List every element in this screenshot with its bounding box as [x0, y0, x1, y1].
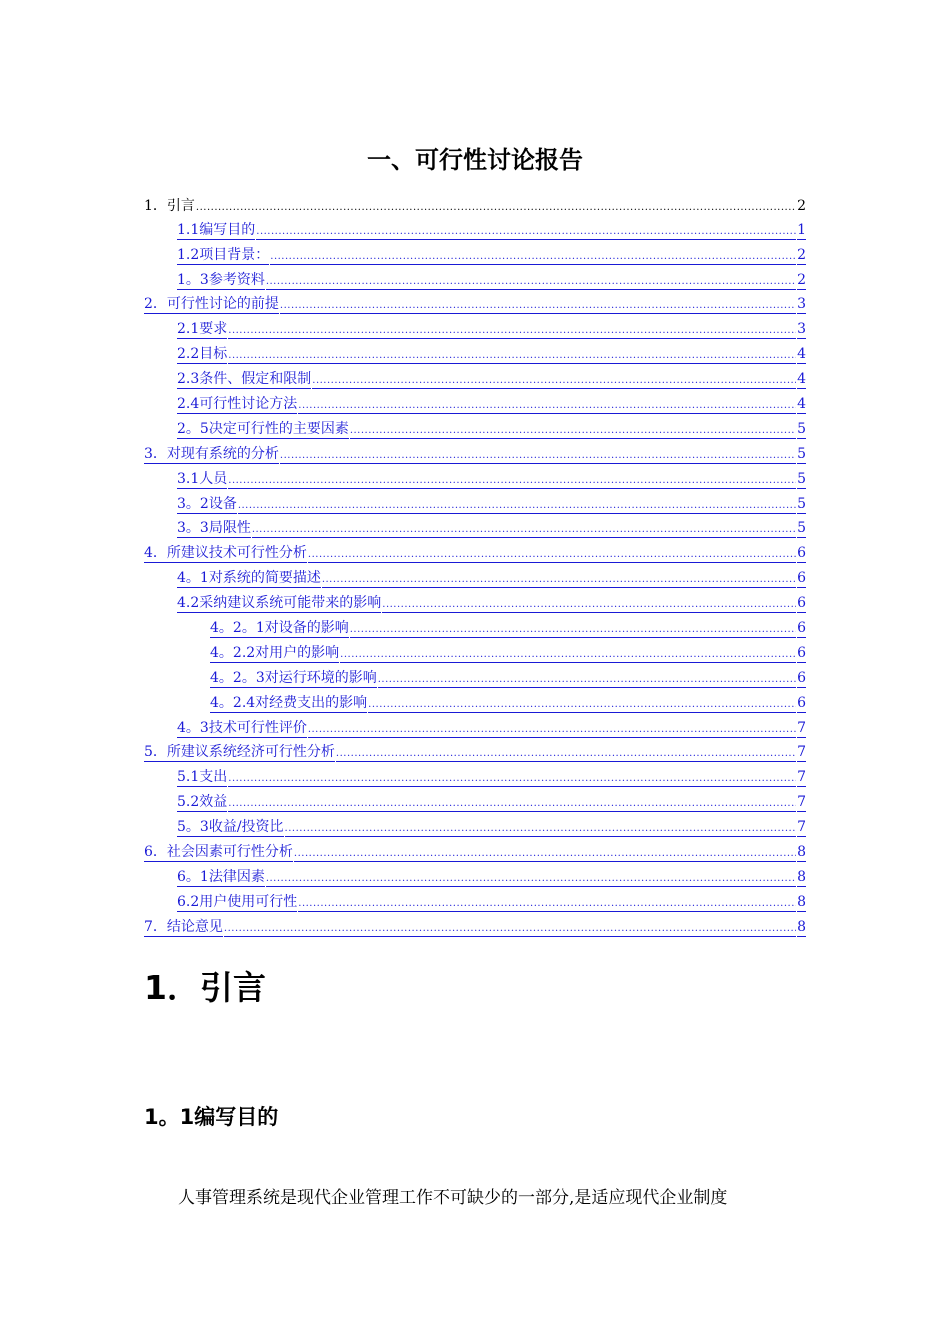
toc-entry-page-number: 2: [797, 271, 806, 288]
toc-entry-title: 5.1支出: [177, 769, 228, 786]
toc-entry-page-number: 7: [797, 769, 806, 786]
toc-entry[interactable]: [144, 389, 806, 414]
toc-entry-page-number: 2: [797, 246, 806, 263]
toc-entry-title: 4。2。1对设备的影响: [210, 620, 349, 637]
toc-dot-leader: [228, 797, 796, 812]
toc-entry-page-number: 6: [797, 669, 806, 686]
body-paragraph: 人事管理系统是现代企业管理工作不可缺少的一部分,是适应现代企业制度: [178, 1188, 728, 1208]
toc-dot-leader: [285, 822, 797, 837]
toc-entry-title: 4。3技术可行性评价: [177, 719, 307, 736]
toc-entry-title: 4。2。3对运行环境的影响: [210, 669, 377, 686]
toc-dot-leader: [368, 698, 796, 713]
toc-entry[interactable]: [144, 613, 806, 638]
toc-entry[interactable]: [144, 414, 806, 439]
toc-dot-leader: [322, 573, 796, 588]
toc-dot-leader: [280, 449, 796, 464]
toc-entry-title: 2.4可行性讨论方法: [177, 396, 298, 413]
toc-entry[interactable]: [144, 713, 806, 738]
toc-dot-leader: [340, 648, 796, 663]
toc-dot-leader: [196, 201, 796, 215]
toc-dot-leader: [252, 523, 796, 538]
toc-entry-page-number: 3: [797, 296, 806, 313]
toc-entry[interactable]: [144, 837, 806, 862]
toc-dot-leader: [266, 275, 796, 290]
toc-entry-title: 1.2项目背景：: [177, 246, 270, 263]
toc-dot-leader: [280, 299, 796, 314]
toc-entry-title: 4．所建议技术可行性分析: [144, 545, 307, 562]
toc-entry[interactable]: [144, 738, 806, 763]
toc-entry-title: 6。1法律因素: [177, 868, 265, 885]
toc-entry-page-number: 5: [797, 470, 806, 487]
toc-dot-leader: [228, 349, 796, 364]
toc-entry-title: 5．所建议系统经济可行性分析: [144, 744, 335, 761]
toc-entry-title: 3.1人员: [177, 470, 228, 487]
toc-entry[interactable]: [144, 638, 806, 663]
toc-entry-title: 4。2.4对经费支出的影响: [210, 694, 368, 711]
toc-entry[interactable]: [144, 787, 806, 812]
toc-entry[interactable]: [144, 887, 806, 912]
toc-dot-leader: [312, 374, 796, 389]
toc-entry-page-number: 8: [797, 893, 806, 910]
toc-entry-title: 4。2.2对用户的影响: [210, 644, 340, 661]
toc-entry-page-number: 2: [797, 197, 806, 214]
section-heading-introduction: 1．引言: [144, 968, 266, 1007]
toc-dot-leader: [266, 872, 796, 887]
toc-entry-title: 5。3收益/投资比: [177, 819, 284, 836]
toc-entry[interactable]: [144, 862, 806, 887]
toc-dot-leader: [294, 847, 796, 862]
toc-entry[interactable]: [144, 265, 806, 290]
toc-entry-page-number: 5: [797, 520, 806, 537]
subsection-heading-purpose: 1。1编写目的: [144, 1105, 279, 1129]
toc-entry-title: 2。5决定可行性的主要因素: [177, 420, 349, 437]
toc-dot-leader: [238, 499, 796, 514]
toc-dot-leader: [224, 922, 796, 937]
toc-entry-page-number: 7: [797, 794, 806, 811]
toc-dot-leader: [350, 623, 796, 638]
toc-entry-page-number: 7: [797, 744, 806, 761]
toc-dot-leader: [382, 598, 796, 613]
toc-entry[interactable]: [144, 588, 806, 613]
toc-entry-title: 5.2效益: [177, 794, 228, 811]
toc-entry[interactable]: [144, 514, 806, 539]
toc-entry-title: 3。2设备: [177, 495, 237, 512]
toc-entry[interactable]: [144, 464, 806, 489]
toc-entry-page-number: 5: [797, 420, 806, 437]
toc-entry-page-number: 7: [797, 719, 806, 736]
toc-entry-title: 2.3条件、假定和限制: [177, 371, 312, 388]
toc-dot-leader: [350, 424, 796, 439]
toc-dot-leader: [308, 723, 796, 738]
toc-entry[interactable]: [144, 563, 806, 588]
toc-entry-page-number: 8: [797, 918, 806, 935]
toc-entry[interactable]: [144, 339, 806, 364]
toc-entry-title: 4。1对系统的简要描述: [177, 570, 321, 587]
toc-entry-title: 1。3参考资料: [177, 271, 265, 288]
toc-dot-leader: [256, 225, 796, 240]
toc-entry-title: 7．结论意见: [144, 918, 223, 935]
toc-entry-page-number: 6: [797, 570, 806, 587]
toc-dot-leader: [298, 897, 796, 912]
toc-entry-title: 1.1编写目的: [177, 221, 256, 238]
toc-entry-title: 1．引言: [144, 197, 195, 214]
toc-entry[interactable]: [144, 439, 806, 464]
toc-entry[interactable]: [144, 538, 806, 563]
toc-entry-page-number: 7: [797, 819, 806, 836]
toc-dot-leader: [228, 324, 796, 339]
toc-entry[interactable]: [144, 240, 806, 265]
toc-entry-title: 6．社会因素可行性分析: [144, 844, 293, 861]
table-of-contents: [144, 190, 806, 937]
toc-dot-leader: [228, 474, 796, 489]
toc-entry-page-number: 6: [797, 644, 806, 661]
toc-entry-title: 6.2用户使用可行性: [177, 893, 298, 910]
toc-entry-title: 3．对现有系统的分析: [144, 445, 279, 462]
toc-dot-leader: [270, 250, 796, 265]
toc-entry[interactable]: [144, 663, 806, 688]
toc-entry[interactable]: [144, 812, 806, 837]
document-title: 一、可行性讨论报告: [367, 146, 583, 174]
toc-entry-page-number: 4: [797, 396, 806, 413]
toc-entry-page-number: 6: [797, 595, 806, 612]
toc-entry-title: 2．可行性讨论的前提: [144, 296, 279, 313]
toc-entry-page-number: 8: [797, 844, 806, 861]
toc-dot-leader: [228, 772, 796, 787]
toc-entry-page-number: 5: [797, 445, 806, 462]
toc-entry-page-number: 1: [797, 221, 806, 238]
toc-dot-leader: [336, 747, 796, 762]
toc-entry[interactable]: [144, 912, 806, 937]
toc-dot-leader: [378, 673, 796, 688]
toc-entry: [144, 190, 806, 215]
toc-entry-page-number: 4: [797, 371, 806, 388]
toc-entry-title: 2.2目标: [177, 346, 228, 363]
toc-entry-page-number: 8: [797, 868, 806, 885]
toc-entry-title: 3。3局限性: [177, 520, 251, 537]
toc-entry-page-number: 4: [797, 346, 806, 363]
toc-entry-page-number: 3: [797, 321, 806, 338]
toc-entry[interactable]: [144, 314, 806, 339]
toc-entry-page-number: 5: [797, 495, 806, 512]
toc-entry-page-number: 6: [797, 620, 806, 637]
toc-entry[interactable]: [144, 290, 806, 315]
toc-entry[interactable]: [144, 489, 806, 514]
toc-dot-leader: [298, 399, 796, 414]
toc-dot-leader: [308, 548, 796, 563]
toc-entry[interactable]: [144, 215, 806, 240]
toc-entry-page-number: 6: [797, 694, 806, 711]
toc-entry-page-number: 6: [797, 545, 806, 562]
toc-entry-title: 4.2采纳建议系统可能带来的影响: [177, 595, 382, 612]
toc-entry[interactable]: [144, 762, 806, 787]
toc-entry[interactable]: [144, 364, 806, 389]
toc-entry-title: 2.1要求: [177, 321, 228, 338]
toc-entry[interactable]: [144, 688, 806, 713]
